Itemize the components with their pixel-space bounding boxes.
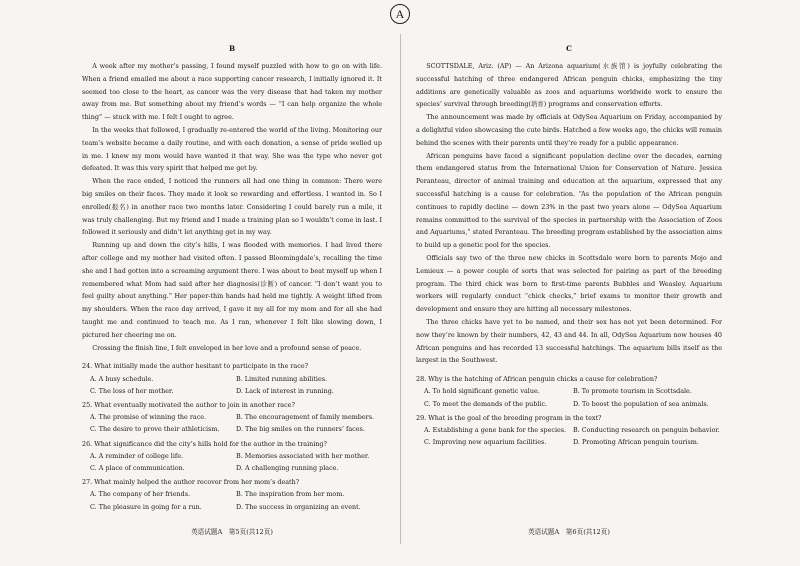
question-text: 24. What initially made the author hesitant to participate in the race? bbox=[82, 362, 309, 371]
answer-options bbox=[82, 450, 382, 474]
paragraph: When the race ended, I noticed the runners all had one thing in common: There were big smiles on their faces. They made it look so rewarding and effortless. I wanted in. So I enrolled(报名) in another race two months later. Considering I could barely run a mile, it was truly challenging. But my friend and I made a training plan so I wouldn’t come in last. I followed it seriously and didn’t let anything get in my way. bbox=[82, 177, 382, 237]
answer-option[interactable]: C. A place of communication. bbox=[90, 463, 185, 472]
question-text: 29. What is the goal of the breeding program in the text? bbox=[416, 413, 602, 422]
page-footer: 英语试题A 第5页(共12页) bbox=[191, 528, 273, 536]
section-heading: B bbox=[228, 44, 236, 53]
column-divider bbox=[400, 34, 401, 544]
version-badge: A bbox=[390, 4, 410, 24]
answer-option[interactable]: D. To boost the population of sea animals. bbox=[573, 399, 709, 408]
question bbox=[82, 438, 382, 475]
paragraph: A week after my mother’s passing, I found myself puzzled with how to go on with life. When a friend emailed me about a race supporting cancer research, I initially ignored it. It seemed too close to the heart, as cancer was the very disease that had taken my mother away from me. But something about my friend’s words — “I can help organize the whole thing” — stuck with me. I felt I ought to agree. bbox=[82, 62, 382, 122]
left-page bbox=[82, 44, 382, 559]
answer-option[interactable]: D. The big smiles on the runners’ faces. bbox=[236, 425, 365, 434]
section-heading: C bbox=[566, 44, 572, 53]
question-list bbox=[416, 373, 722, 448]
answer-options bbox=[82, 488, 382, 512]
question bbox=[416, 412, 722, 449]
paragraph: In the weeks that followed, I gradually re-entered the world of the living. Monitoring our team’s website became a daily routine, and with each donation, a sense of pride welled up in me. I knew my mom would have wanted it that way. She was the type who never got defeated. It was this very spirit that helped me get by. bbox=[82, 125, 382, 173]
question-text: 26. What significance did the city’s hills hold for the author in the training? bbox=[82, 439, 327, 448]
answer-option[interactable]: A. A reminder of college life. bbox=[90, 451, 184, 460]
answer-option[interactable]: A. To hold significant genetic value. bbox=[424, 387, 540, 396]
answer-options bbox=[416, 385, 722, 409]
answer-option[interactable]: D. A challenging running place. bbox=[236, 463, 339, 472]
answer-option[interactable]: B. The inspiration from her mom. bbox=[236, 490, 345, 499]
paragraph: The three chicks have yet to be named, and their sex has not yet been determined. For now they’re known by their numbers, 42, 43 and 44. In all, OdySea Aquarium now houses 40 African penguins and has recorded 13 successful hatchings. The aquarium bills itself as the largest in the Southwest. bbox=[416, 317, 722, 365]
answer-option[interactable]: C. Improving new aquarium facilities. bbox=[424, 438, 547, 447]
answer-options bbox=[82, 373, 382, 397]
answer-option[interactable]: B. Memories associated with her mother. bbox=[236, 451, 370, 460]
paragraph: Crossing the finish line, I felt enveloped in her love and a profound sense of peace. bbox=[92, 343, 362, 352]
answer-options bbox=[416, 424, 722, 448]
answer-option[interactable]: C. The pleasure in going for a run. bbox=[90, 502, 202, 511]
answer-option[interactable]: A. Establishing a gene bank for the species. bbox=[424, 425, 567, 434]
paragraph: SCOTTSDALE, Ariz. (AP) — An Arizona aquarium(水族馆) is joyfully celebrating the successful hatching of three endangered African penguin chicks, emphasizing the tiny additions are genetically valuable as zoos and aquariums worldwide work to ensure the species’ survival through breeding(培育) programs and conservation efforts. bbox=[416, 62, 722, 109]
answer-option[interactable]: B. The encouragement of family members. bbox=[236, 413, 375, 422]
right-page bbox=[416, 44, 722, 559]
answer-option[interactable]: B. Limited running abilities. bbox=[236, 374, 328, 383]
question bbox=[82, 476, 382, 513]
answer-options bbox=[82, 411, 382, 435]
answer-option[interactable]: D. Promoting African penguin tourism. bbox=[573, 438, 699, 447]
paragraph: Running up and down the city’s hills, I was flooded with memories. I had lived there after college and my mother had visited often. I passed Bloomingdale’s, recalling the time she and I had gotten into a screaming argument there. I was about to beat myself up when I remembered what Mom had said after her diagnosis(诊断) of cancer. “I don’t want you to feel guilty about anything.” Her paper-thin hands had held me tightly. A weight lifted from my shoulders. When the race day arrived, I gave it my all for my mom and for all she had taught me and continued to teach me. As I ran, whenever I felt like slowing down, I pictured her cheering me on. bbox=[82, 241, 382, 339]
question bbox=[82, 399, 382, 436]
paragraph: African penguins have faced a significant population decline over the decades, earning them endangered status from the International Union for Conservation of Nature. Jessica Peranteau, director of animal training and education at the aquarium, expressed that any successful hatching is a cause for celebration. “As the population of the African penguin continues to rapidly decline — down 23% in the past two years alone — OdySea Aquarium remains committed to the survival of the species in partnership with the Association of Zoos and Aquariums,” stated Peranteau. The breeding program established by the association aims to build up a genetic pool for the species. bbox=[416, 151, 722, 250]
passage bbox=[82, 60, 382, 354]
answer-option[interactable]: A. A busy schedule. bbox=[90, 374, 154, 383]
answer-option[interactable]: B. To promote tourism in Scottsdale. bbox=[573, 387, 692, 396]
page-footer: 英语试题A 第6页(共12页) bbox=[528, 528, 610, 536]
answer-option[interactable]: D. Lack of interest in running. bbox=[236, 386, 334, 395]
answer-option[interactable]: C. The loss of her mother. bbox=[90, 386, 174, 395]
answer-option[interactable]: A. The company of her friends. bbox=[90, 490, 191, 499]
question-text: 25. What eventually motivated the author to join in another race? bbox=[82, 400, 295, 409]
answer-option[interactable]: A. The promise of winning the race. bbox=[90, 413, 207, 422]
question bbox=[82, 360, 382, 397]
answer-option[interactable]: C. The desire to prove their athleticism. bbox=[90, 425, 220, 434]
paragraph: Officials say two of the three new chicks in Scottsdale were born to parents Mojo and Lemieux — a power couple of sorts that was selected for pairing as part of the breeding program. The third chick was born to first-time parents Bubbles and Weasley. Aquarium workers will regularly conduct “chick checks,” brief exams to monitor their growth and development and ensure they are hitting all necessary milestones. bbox=[416, 253, 722, 314]
question-text: 28. Why is the hatching of African penguin chicks a cause for celebration? bbox=[416, 375, 658, 384]
answer-option[interactable]: D. The success in organizing an event. bbox=[236, 502, 361, 511]
question bbox=[416, 373, 722, 410]
answer-option[interactable]: B. Conducting research on penguin behavior. bbox=[573, 425, 720, 434]
answer-option[interactable]: C. To meet the demands of the public. bbox=[424, 399, 548, 408]
question-text: 27. What mainly helped the author recover from her mom’s death? bbox=[82, 478, 300, 487]
passage bbox=[416, 60, 722, 367]
paragraph: The announcement was made by officials at OdySea Aquarium on Friday, accompanied by a delightful video showcasing the cute birds. Hatched a few weeks ago, the chicks will remain behind the scenes with their parents until they’re ready for a public appearance. bbox=[416, 113, 722, 147]
question-list bbox=[82, 360, 382, 512]
